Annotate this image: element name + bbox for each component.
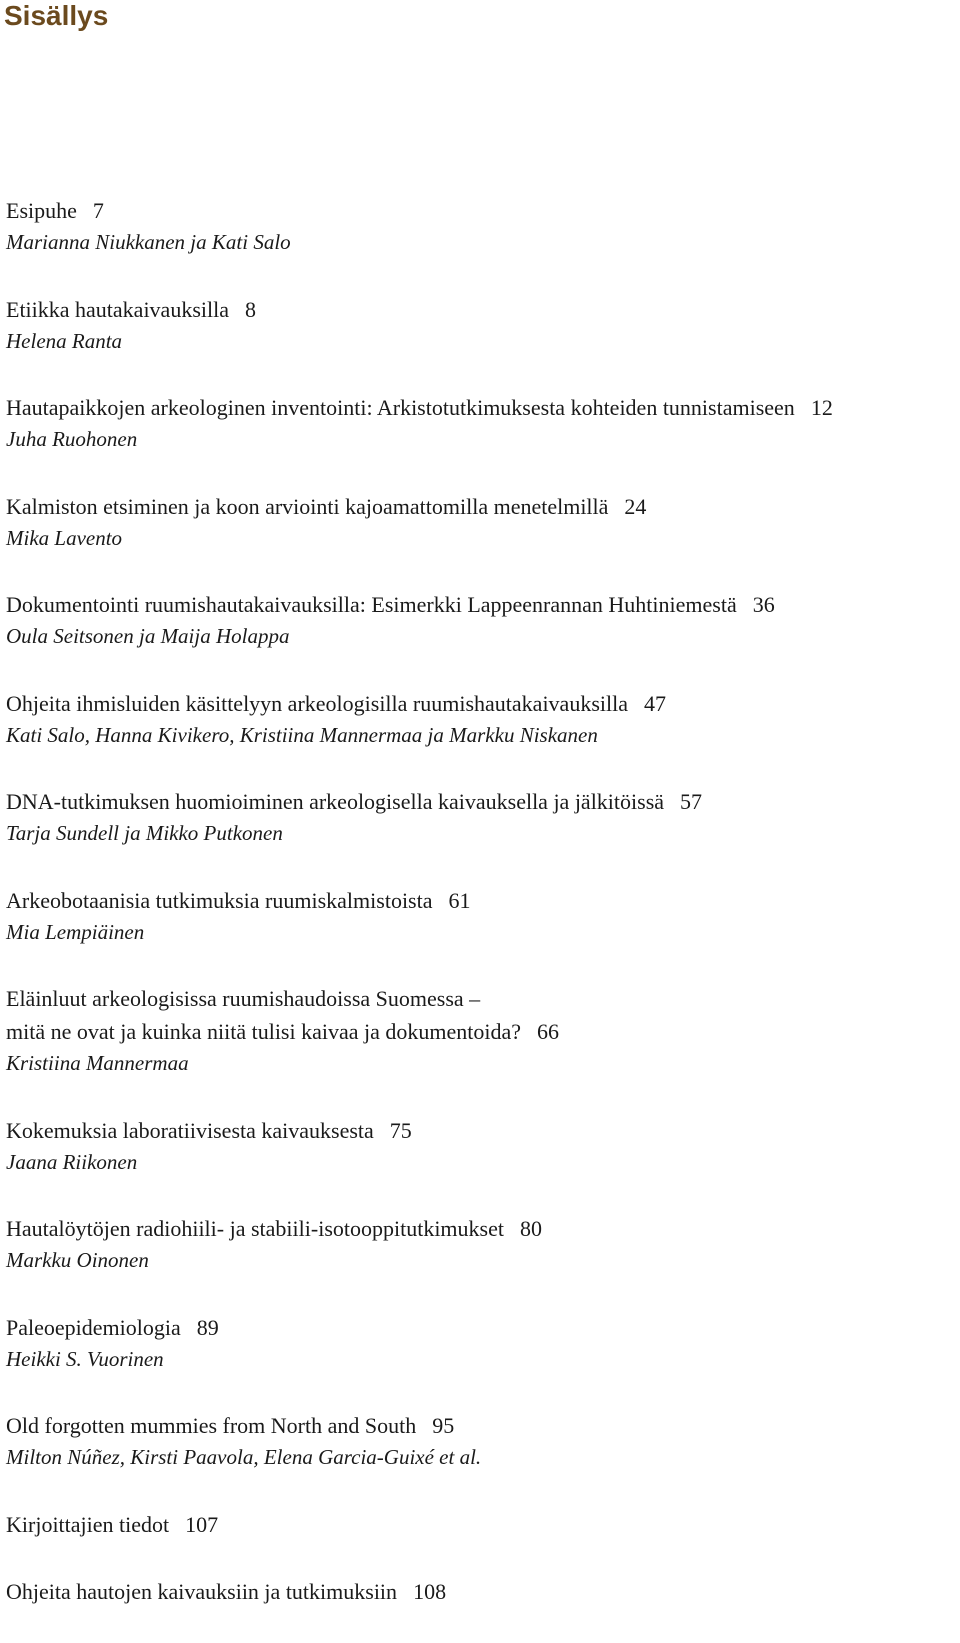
toc-entry[interactable] — [6, 1212, 956, 1276]
entry-title-line — [6, 1212, 956, 1245]
entry-title-line — [6, 391, 956, 424]
entry-title: mitä ne ovat ja kuinka niitä tulisi kaivaa ja dokumentoida? — [6, 1019, 522, 1044]
entry-page-number: 57 — [680, 789, 703, 814]
entry-title: Hautapaikkojen arkeologinen inventointi: Arkistotutkimuksesta kohteiden tunnistamiseen — [6, 395, 795, 420]
entry-title: Etiikka hautakaivauksilla — [6, 296, 229, 322]
entry-page-number: 7 — [92, 198, 104, 223]
entry-title: DNA-tutkimuksen huomioiminen arkeologisella kaivauksella ja jälkitöissä — [6, 789, 665, 814]
toc-entry[interactable] — [6, 391, 956, 455]
entry-title: Paleoepidemiologia — [6, 1314, 181, 1340]
toc-entry[interactable] — [6, 293, 956, 357]
entry-page-number: 12 — [810, 395, 833, 420]
entry-page-number: 75 — [389, 1117, 412, 1143]
entry-page-number: 61 — [448, 887, 471, 913]
entry-title: Dokumentointi ruumishautakaivauksilla: Esimerkki Lappeenrannan Huhtiniemestä — [6, 592, 737, 617]
entry-page-number: 80 — [520, 1216, 542, 1241]
entry-author: Jaana Riikonen — [6, 1149, 138, 1174]
entry-title-line — [6, 588, 956, 621]
entry-page-number: 89 — [196, 1314, 219, 1340]
entry-page-number: 24 — [624, 493, 647, 519]
toc-entry[interactable] — [6, 1114, 956, 1178]
entry-title: Hautalöytöjen radiohiili- ja stabiili-isotooppitutkimukset — [6, 1216, 504, 1241]
entry-author: Helena Ranta — [6, 328, 123, 353]
page-title: Sisällys — [4, 0, 109, 31]
toc-entry[interactable] — [6, 982, 956, 1079]
entry-title-line — [6, 687, 956, 720]
toc-entry[interactable] — [6, 687, 956, 751]
entry-title: Kokemuksia laboratiivisesta kaivauksesta — [6, 1117, 374, 1143]
entry-author: Juha Ruohonen — [6, 427, 138, 451]
entry-author: Kati Salo, Hanna Kivikero, Kristiina Mannermaa ja Markku Niskanen — [6, 722, 598, 747]
entry-author: Milton Núñez, Kirsti Paavola, Elena Garcia-Guixé et al. — [6, 1445, 482, 1469]
entry-title-line — [6, 1575, 956, 1608]
toc-entry[interactable] — [6, 884, 956, 948]
entry-author: Tarja Sundell ja Mikko Putkonen — [6, 821, 283, 845]
entry-page-number: 8 — [245, 296, 256, 322]
entry-title-line — [6, 884, 956, 917]
entry-title-line — [6, 1311, 956, 1344]
entry-author: Oula Seitsonen ja Maija Holappa — [6, 624, 290, 648]
entry-title-line — [6, 194, 956, 227]
entry-title: Arkeobotaanisia tutkimuksia ruumiskalmistoista — [6, 887, 433, 913]
entry-page-number: 47 — [643, 690, 666, 716]
entry-title: Old forgotten mummies from North and South — [6, 1413, 417, 1438]
entry-page-number: 95 — [432, 1413, 455, 1438]
entry-page-number: 107 — [185, 1511, 219, 1537]
table-of-contents — [6, 194, 956, 1643]
toc-entry[interactable] — [6, 785, 956, 849]
entry-title-line — [6, 785, 956, 818]
entry-title-line — [6, 1015, 956, 1048]
entry-title-line — [6, 1508, 956, 1541]
entry-title: Kalmiston etsiminen ja koon arviointi kajoamattomilla menetelmillä — [6, 493, 609, 519]
toc-entry[interactable] — [6, 588, 956, 652]
toc-entry[interactable] — [6, 1311, 956, 1375]
entry-page-number: 66 — [537, 1019, 560, 1044]
entry-author: Marianna Niukkanen ja Kati Salo — [6, 230, 291, 254]
entry-title: Kirjoittajien tiedot — [6, 1511, 170, 1537]
entry-author: Markku Oinonen — [6, 1248, 149, 1272]
entry-title: Ohjeita ihmisluiden käsittelyyn arkeologisilla ruumishautakaivauksilla — [6, 690, 628, 716]
entry-page-number: 36 — [752, 592, 775, 617]
entry-title-line — [6, 1409, 956, 1442]
entry-author: Heikki S. Vuorinen — [6, 1346, 164, 1371]
entry-author: Kristiina Mannermaa — [6, 1051, 189, 1075]
toc-entry[interactable] — [6, 1575, 956, 1608]
toc-entry[interactable] — [6, 1508, 956, 1541]
entry-title-line — [6, 293, 956, 326]
entry-author: Mika Lavento — [6, 525, 123, 550]
entry-title: Ohjeita hautojen kaivauksiin ja tutkimuksiin — [6, 1579, 398, 1604]
entry-title: Esipuhe — [6, 198, 77, 223]
toc-entry[interactable] — [6, 194, 956, 258]
entry-title-line — [6, 1114, 956, 1147]
entry-author: Mia Lempiäinen — [6, 919, 145, 944]
entry-title-line-1: Eläinluut arkeologisissa ruumishaudoissa Suomessa – — [6, 986, 481, 1011]
toc-entry[interactable] — [6, 1409, 956, 1473]
toc-entry[interactable] — [6, 490, 956, 554]
entry-page-number: 108 — [413, 1579, 447, 1604]
entry-title-line — [6, 490, 956, 523]
